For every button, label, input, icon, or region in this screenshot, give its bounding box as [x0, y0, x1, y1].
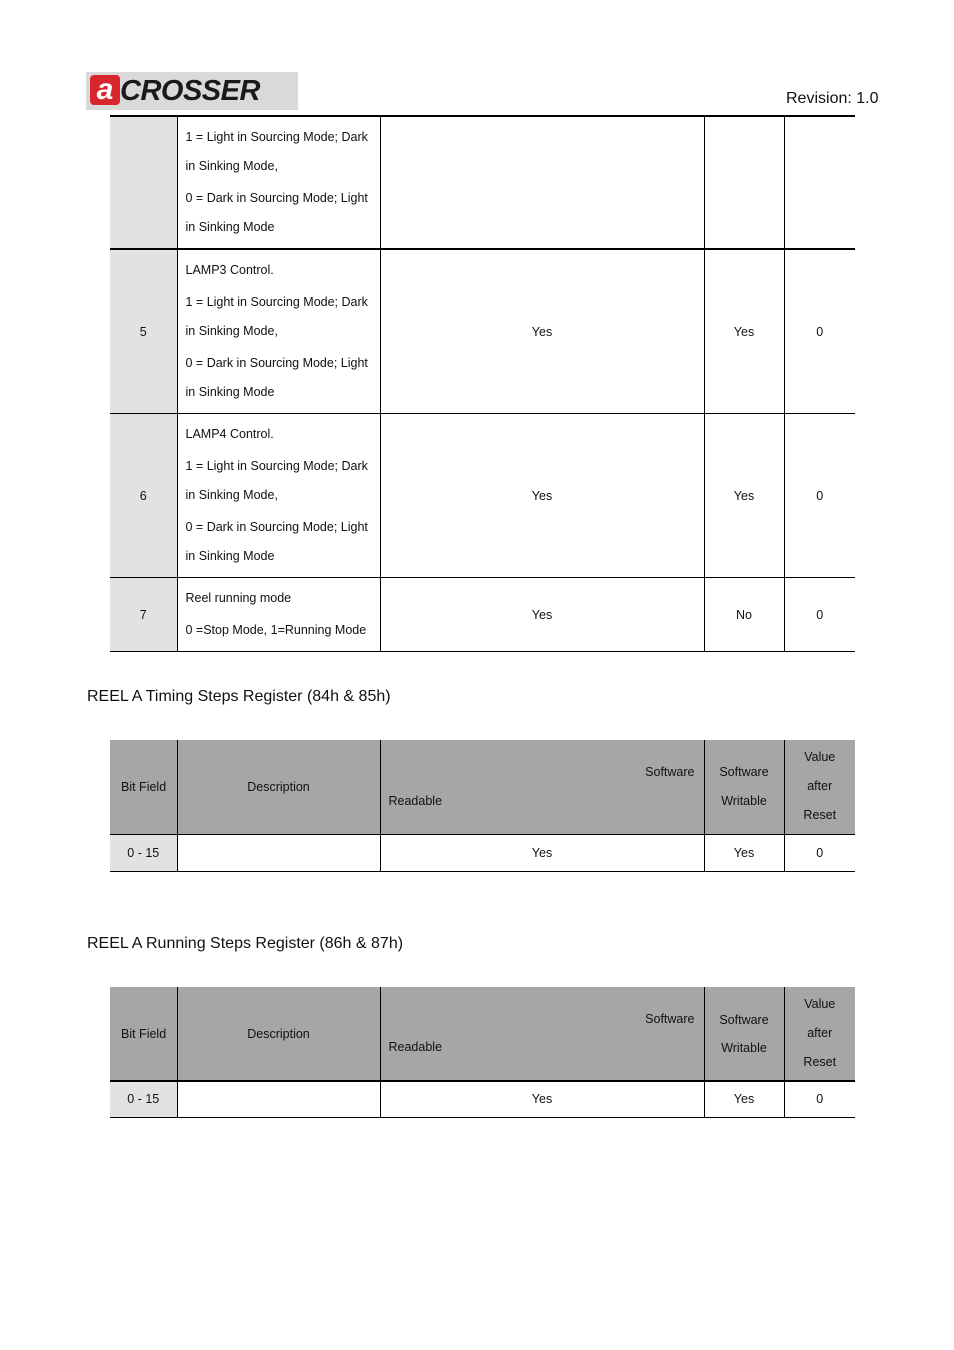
logo-wordmark: CROSSER	[120, 75, 260, 107]
lamp-control-table	[110, 115, 855, 652]
readable-cell: Yes	[380, 834, 704, 871]
writable-cell: Yes	[704, 249, 784, 414]
revision-label: Revision: 1.0	[786, 90, 879, 107]
bit-field-cell: 5	[110, 249, 177, 414]
description-cell	[177, 578, 380, 652]
description-cell	[177, 116, 380, 249]
table-header-row	[110, 987, 855, 1081]
reset-cell: 0	[784, 249, 855, 414]
logo-mark: a	[90, 75, 120, 105]
header-reset-line: Reset	[803, 808, 837, 823]
header-value-after-reset	[784, 740, 855, 834]
timing-steps-table	[110, 740, 855, 872]
header-value-after-reset	[784, 987, 855, 1081]
description-cell	[177, 249, 380, 414]
header-reset-line: after	[807, 779, 833, 794]
table-row	[110, 578, 855, 652]
bit-field-cell: 7	[110, 578, 177, 652]
table-row	[110, 249, 855, 414]
description-line: LAMP4 Control.	[185, 427, 274, 441]
description-line: 1 = Light in Sourcing Mode; Dark in Sinking Mode,	[185, 130, 368, 173]
header-software-readable	[380, 987, 704, 1081]
header-bit-field: Bit Field	[110, 987, 177, 1081]
readable-cell	[380, 116, 704, 249]
writable-cell: Yes	[704, 1081, 784, 1117]
header-software-readable	[380, 740, 704, 834]
description-line: 1 = Light in Sourcing Mode; Dark in Sinking Mode,	[185, 295, 368, 338]
header-reset-line: after	[807, 1026, 833, 1040]
header-writable-top: Software	[719, 764, 769, 779]
header-writable-bottom: Writable	[721, 793, 767, 808]
readable-cell: Yes	[380, 578, 704, 652]
header-readable-top: Software	[645, 1012, 695, 1026]
header-readable-bottom: Readable	[388, 794, 443, 808]
bit-field-cell: 0 - 15	[110, 834, 177, 871]
description-cell	[177, 1081, 380, 1117]
table-row	[110, 116, 855, 249]
header-readable-bottom: Readable	[388, 1040, 443, 1054]
writable-cell	[704, 116, 784, 249]
header-reset-line: Reset	[803, 1055, 837, 1069]
reset-cell: 0	[784, 414, 855, 578]
writable-cell: No	[704, 578, 784, 652]
header-software-writable	[704, 987, 784, 1081]
description-line: 1 = Light in Sourcing Mode; Dark in Sinking Mode,	[185, 459, 368, 502]
description-cell	[177, 414, 380, 578]
header-writable-top: Software	[719, 1012, 769, 1027]
readable-cell: Yes	[380, 249, 704, 414]
writable-cell: Yes	[704, 834, 784, 871]
header-readable-top: Software	[645, 765, 695, 779]
writable-cell: Yes	[704, 414, 784, 578]
description-cell	[177, 834, 380, 871]
reset-cell: 0	[784, 578, 855, 652]
readable-cell: Yes	[380, 1081, 704, 1117]
table-row	[110, 414, 855, 578]
header-description: Description	[177, 740, 380, 834]
reset-cell	[784, 116, 855, 249]
table-row	[110, 834, 855, 871]
section-title: REEL A Running Steps Register (86h & 87h)	[87, 935, 404, 952]
running-steps-table	[110, 987, 855, 1118]
bit-field-cell: 0 - 15	[110, 1081, 177, 1117]
header-software-writable	[704, 740, 784, 834]
header-reset-line: Value	[804, 997, 836, 1011]
section-title: REEL A Timing Steps Register (84h & 85h)	[87, 688, 391, 705]
description-line: 0 =Stop Mode, 1=Running Mode	[185, 623, 367, 637]
table-row	[110, 1081, 855, 1117]
bit-field-cell: 6	[110, 414, 177, 578]
readable-cell: Yes	[380, 414, 704, 578]
header-description: Description	[177, 987, 380, 1081]
description-line: Reel running mode	[185, 591, 292, 605]
bit-field-cell	[110, 116, 177, 249]
header-bit-field: Bit Field	[110, 740, 177, 834]
reset-cell: 0	[784, 1081, 855, 1117]
reset-cell: 0	[784, 834, 855, 871]
acrosser-logo	[86, 72, 298, 110]
description-line: 0 = Dark in Sourcing Mode; Light in Sinking Mode	[185, 191, 368, 234]
description-line: LAMP3 Control.	[185, 263, 274, 277]
description-line: 0 = Dark in Sourcing Mode; Light in Sinking Mode	[185, 520, 368, 563]
header-writable-bottom: Writable	[721, 1040, 767, 1055]
description-line: 0 = Dark in Sourcing Mode; Light in Sinking Mode	[185, 356, 368, 399]
header-reset-line: Value	[804, 750, 836, 765]
table-header-row	[110, 740, 855, 834]
